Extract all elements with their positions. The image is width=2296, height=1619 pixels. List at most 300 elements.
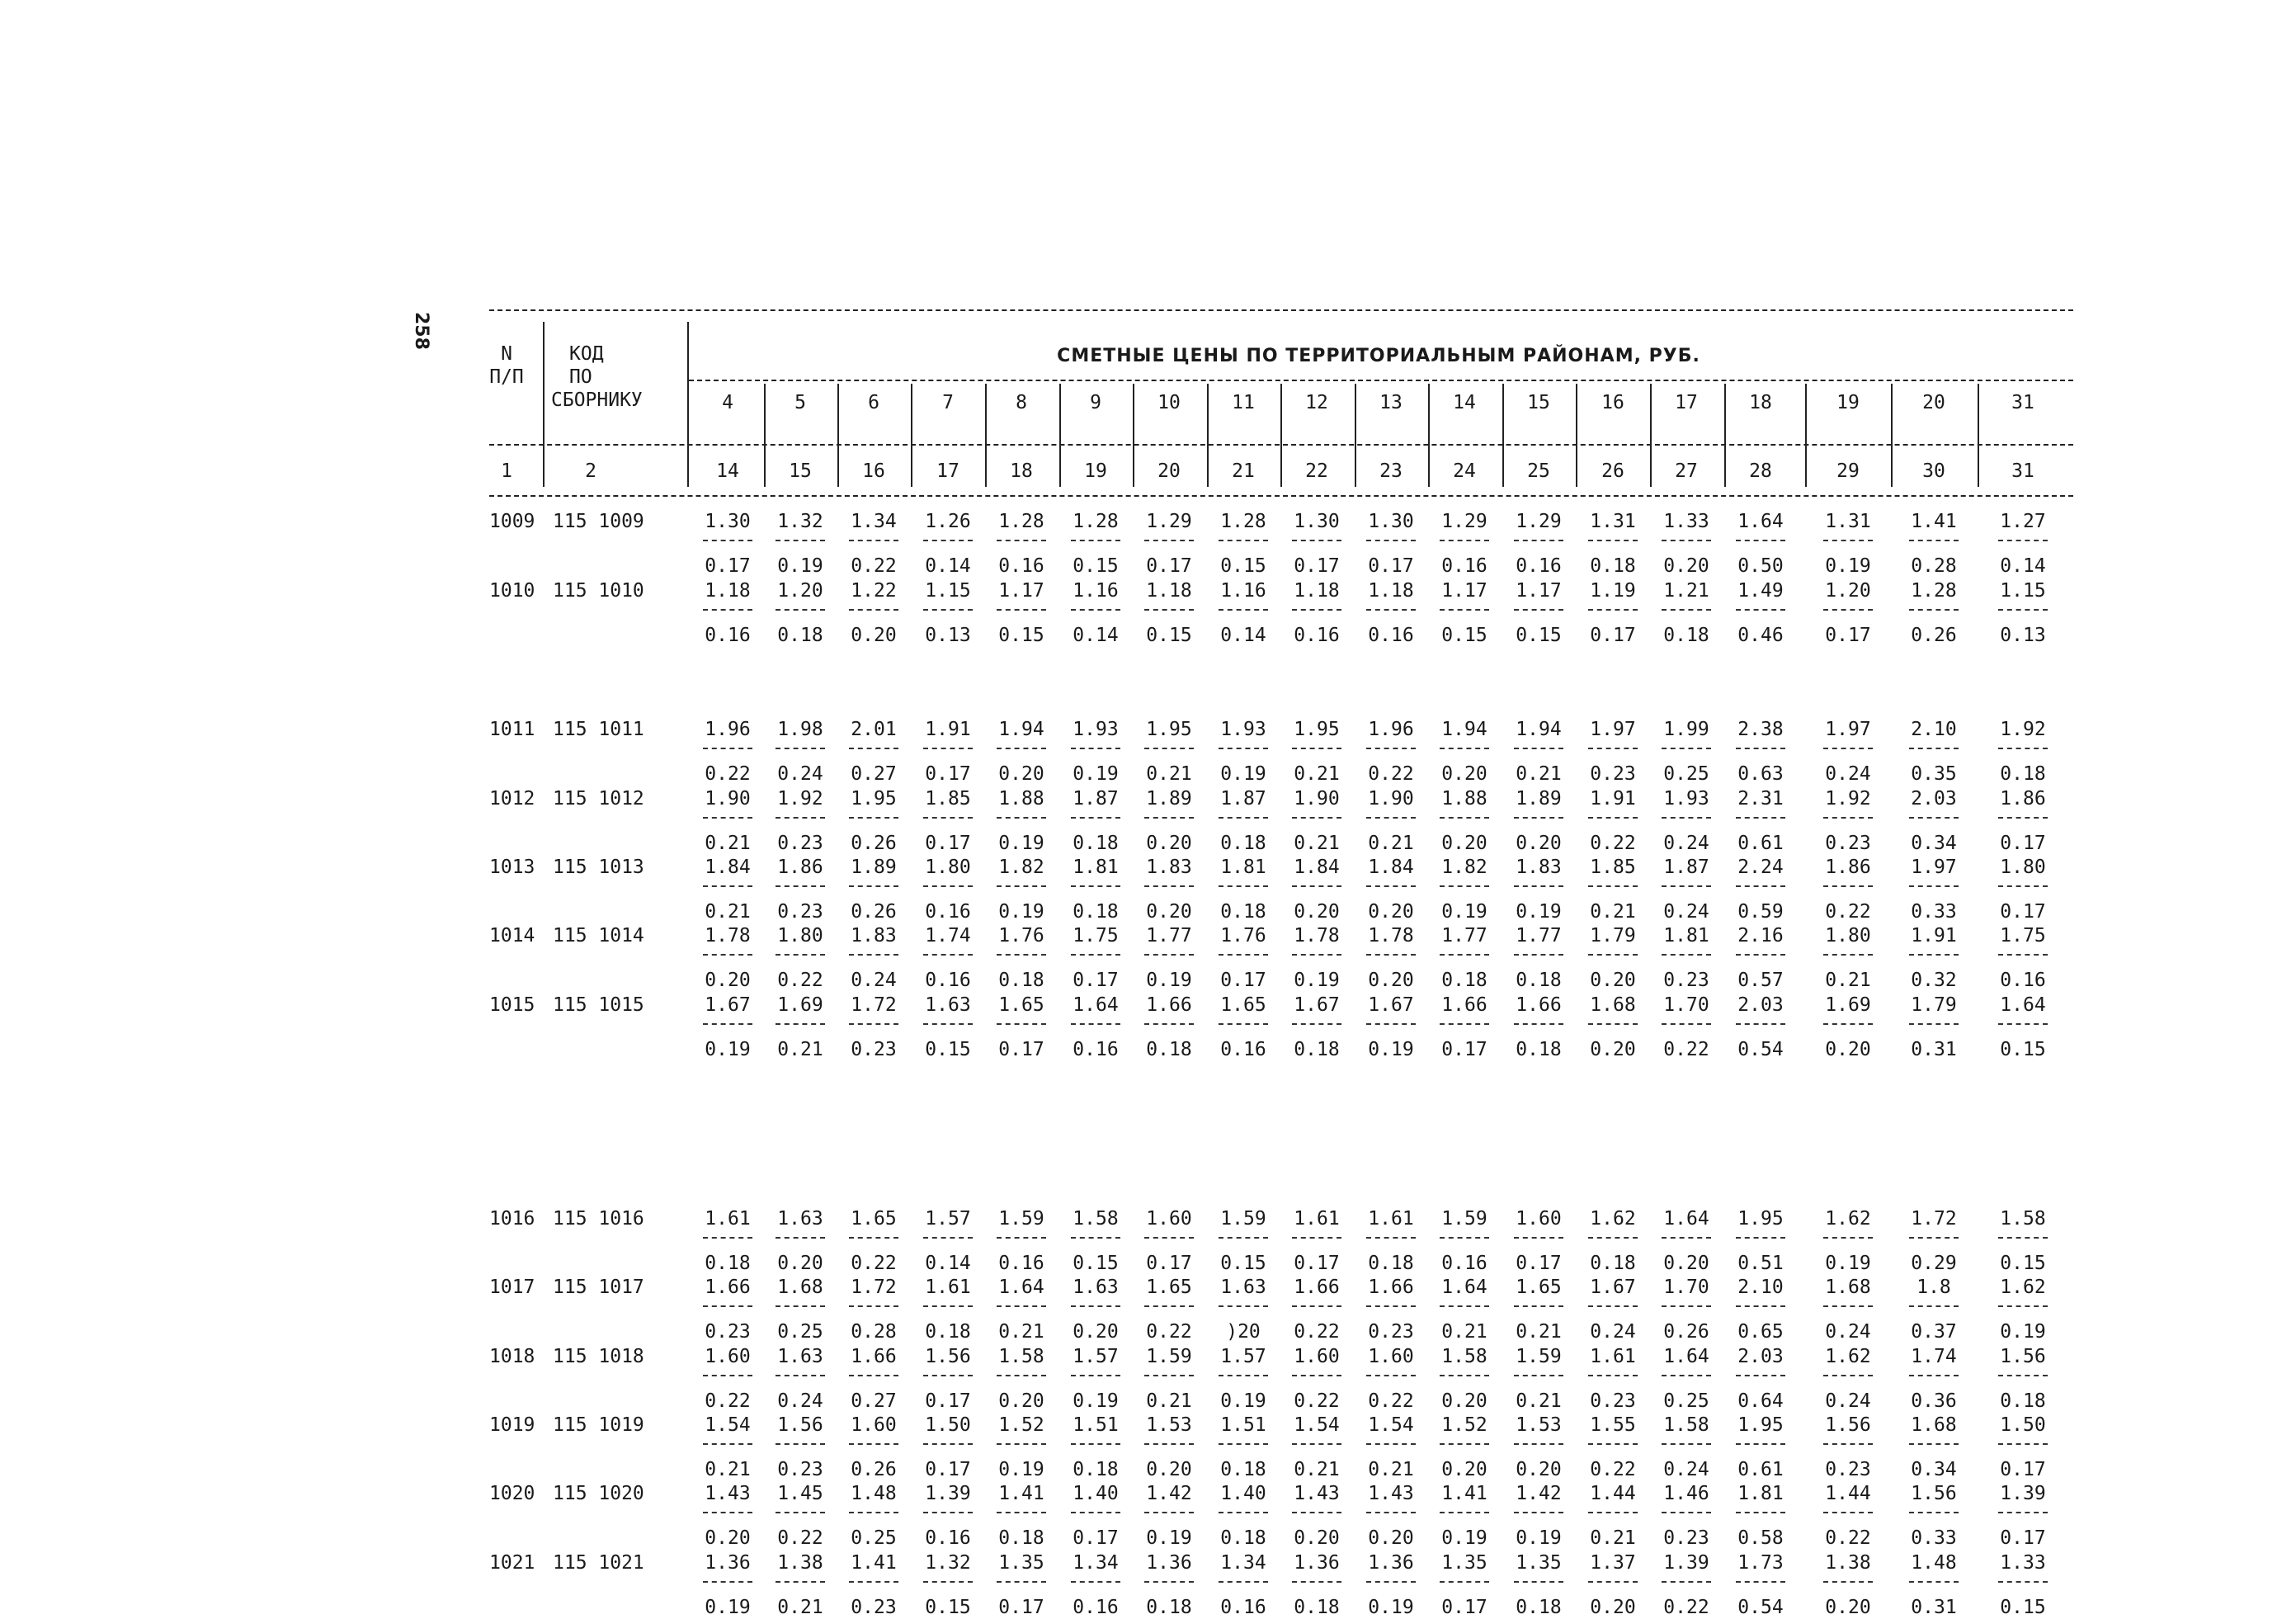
price-total: 1.78 <box>1294 925 1340 946</box>
fraction-bar <box>1823 1023 1873 1025</box>
price-total: 1.16 <box>1073 580 1119 602</box>
fraction-bar <box>1292 1581 1341 1583</box>
price-total: 1.97 <box>1590 719 1636 740</box>
price-total: 1.95 <box>851 788 897 810</box>
fraction-bar <box>1071 1443 1120 1445</box>
price-total: 1.95 <box>1146 719 1192 740</box>
price-wage: 0.19 <box>998 833 1044 854</box>
fraction-bar <box>923 817 973 819</box>
price-wage: 0.26 <box>851 1459 897 1480</box>
fraction-bar <box>1588 1305 1638 1307</box>
fraction-bar <box>1440 1237 1489 1239</box>
price-wage: 0.16 <box>1220 1039 1266 1060</box>
price-wage: 0.17 <box>1294 1253 1340 1274</box>
price-wage: 0.18 <box>1516 1039 1562 1060</box>
price-total: 1.92 <box>777 788 823 810</box>
price-total: 1.89 <box>1516 788 1562 810</box>
price-total: 1.18 <box>1294 580 1340 602</box>
price-wage: 0.18 <box>1073 1459 1119 1480</box>
price-total: 1.15 <box>925 580 971 602</box>
separator-region-5 <box>1133 384 1134 487</box>
fraction-bar <box>1366 1305 1416 1307</box>
fraction-bar <box>1071 1023 1120 1025</box>
price-wage: 0.22 <box>705 763 751 785</box>
price-total: 2.38 <box>1737 719 1784 740</box>
separator-region-7 <box>1280 384 1282 487</box>
fraction-bar <box>1909 609 1959 611</box>
price-wage: 0.54 <box>1737 1597 1784 1618</box>
price-wage: 0.23 <box>1590 763 1636 785</box>
price-total: 1.56 <box>777 1414 823 1436</box>
index-cell: 24 <box>1453 460 1476 482</box>
price-total: 1.61 <box>925 1277 971 1298</box>
fraction-bar <box>1736 540 1785 541</box>
row-code: 115 1013 <box>553 857 644 878</box>
price-total: 1.39 <box>2000 1483 2046 1504</box>
price-total: 1.28 <box>998 511 1044 532</box>
price-wage: 0.24 <box>1590 1321 1636 1343</box>
price-wage: 0.17 <box>925 833 971 854</box>
price-total: 1.78 <box>1368 925 1414 946</box>
price-total: 1.17 <box>1441 580 1487 602</box>
fraction-bar <box>1736 954 1785 956</box>
region-number: 6 <box>868 392 879 413</box>
fraction-bar <box>1736 1512 1785 1513</box>
price-total: 1.57 <box>1220 1346 1266 1367</box>
row-code: 115 1017 <box>553 1277 644 1298</box>
price-total: 1.22 <box>851 580 897 602</box>
price-total: 1.70 <box>1663 994 1709 1016</box>
price-wage: 0.23 <box>1368 1321 1414 1343</box>
price-wage: 0.19 <box>1368 1597 1414 1618</box>
price-wage: 0.20 <box>1825 1039 1871 1060</box>
price-wage: 0.32 <box>1911 970 1957 991</box>
region-number: 14 <box>1453 392 1476 413</box>
price-wage: 0.54 <box>1737 1039 1784 1060</box>
fraction-bar <box>997 817 1046 819</box>
price-total: 1.62 <box>1825 1346 1871 1367</box>
price-total: 1.30 <box>1368 511 1414 532</box>
header-rule-0 <box>489 309 2073 311</box>
index-cell: 30 <box>1922 460 1945 482</box>
fraction-bar <box>923 1443 973 1445</box>
fraction-bar <box>1588 1581 1638 1583</box>
fraction-bar <box>1366 1443 1416 1445</box>
fraction-bar <box>776 1375 825 1376</box>
fraction-bar <box>1219 1375 1268 1376</box>
fraction-bar <box>1823 609 1873 611</box>
price-wage: 0.15 <box>925 1039 971 1060</box>
price-total: 1.42 <box>1146 1483 1192 1504</box>
price-wage: 0.22 <box>777 970 823 991</box>
price-wage: 0.17 <box>925 1390 971 1412</box>
fraction-bar <box>1514 1023 1563 1025</box>
fraction-bar <box>1909 1375 1959 1376</box>
price-total: 1.65 <box>1220 994 1266 1016</box>
price-wage: 0.18 <box>2000 763 2046 785</box>
region-number: 16 <box>1601 392 1624 413</box>
price-wage: 0.20 <box>1590 1039 1636 1060</box>
price-total: 1.60 <box>1368 1346 1414 1367</box>
fraction-bar <box>1909 1512 1959 1513</box>
price-total: 1.95 <box>1737 1208 1784 1230</box>
price-wage: 0.20 <box>851 625 897 646</box>
price-wage: 0.18 <box>705 1253 751 1274</box>
fraction-bar <box>1219 748 1268 749</box>
price-total: 1.42 <box>1516 1483 1562 1504</box>
price-wage: 0.18 <box>998 970 1044 991</box>
fraction-bar <box>1292 1023 1341 1025</box>
price-total: 1.63 <box>1220 1277 1266 1298</box>
fraction-bar <box>1144 609 1194 611</box>
price-total: 1.56 <box>2000 1346 2046 1367</box>
fraction-bar <box>1144 748 1194 749</box>
price-wage: 0.19 <box>2000 1321 2046 1343</box>
price-wage: 0.18 <box>998 1527 1044 1549</box>
price-wage: 0.23 <box>705 1321 751 1343</box>
fraction-bar <box>1144 817 1194 819</box>
fraction-bar <box>997 1237 1046 1239</box>
price-total: 1.59 <box>1516 1346 1562 1367</box>
fraction-bar <box>776 748 825 749</box>
price-total: 1.48 <box>851 1483 897 1504</box>
fraction-bar <box>1071 609 1120 611</box>
price-wage: 0.23 <box>1663 970 1709 991</box>
fraction-bar <box>1514 817 1563 819</box>
price-total: 1.28 <box>1220 511 1266 532</box>
price-total: 2.10 <box>1737 1277 1784 1298</box>
price-total: 1.60 <box>705 1346 751 1367</box>
row-number: 1018 <box>489 1346 535 1367</box>
fraction-bar <box>1823 1237 1873 1239</box>
price-total: 2.24 <box>1737 857 1784 878</box>
fraction-bar <box>1909 540 1959 541</box>
index-cell: 15 <box>789 460 812 482</box>
region-number: 31 <box>2011 392 2034 413</box>
price-total: 1.83 <box>1146 857 1192 878</box>
header-num-label: П/П <box>489 366 524 388</box>
fraction-bar <box>849 1375 898 1376</box>
fraction-bar <box>1144 540 1194 541</box>
header-rule-2 <box>489 495 2073 497</box>
price-wage: 0.16 <box>925 970 971 991</box>
row-code: 115 1020 <box>553 1483 644 1504</box>
price-wage: 0.22 <box>705 1390 751 1412</box>
row-code: 115 1012 <box>553 788 644 810</box>
price-wage: 0.20 <box>705 1527 751 1549</box>
fraction-bar <box>1440 1375 1489 1376</box>
price-total: 1.66 <box>1441 994 1487 1016</box>
fraction-bar <box>1366 1237 1416 1239</box>
fraction-bar <box>1219 1023 1268 1025</box>
row-code: 115 1021 <box>553 1552 644 1574</box>
fraction-bar <box>1588 609 1638 611</box>
fraction-bar <box>1909 1237 1959 1239</box>
fraction-bar <box>923 1305 973 1307</box>
price-wage: 0.13 <box>2000 625 2046 646</box>
price-wage: 0.23 <box>777 901 823 923</box>
price-wage: 0.34 <box>1911 1459 1957 1480</box>
price-wage: 0.24 <box>1663 901 1709 923</box>
price-total: 1.97 <box>1911 857 1957 878</box>
price-wage: 0.15 <box>2000 1253 2046 1274</box>
price-total: 1.68 <box>1825 1277 1871 1298</box>
price-wage: 0.16 <box>1073 1597 1119 1618</box>
price-wage: 0.21 <box>1516 763 1562 785</box>
price-wage: 0.21 <box>1590 901 1636 923</box>
header-subrule <box>689 380 2073 381</box>
row-number: 1010 <box>489 580 535 602</box>
price-wage: 0.20 <box>1825 1597 1871 1618</box>
fraction-bar <box>1144 954 1194 956</box>
price-total: 1.80 <box>777 925 823 946</box>
price-total: 1.83 <box>851 925 897 946</box>
price-wage: 0.24 <box>777 1390 823 1412</box>
fraction-bar <box>997 1443 1046 1445</box>
fraction-bar <box>849 540 898 541</box>
price-total: 1.94 <box>998 719 1044 740</box>
fraction-bar <box>1662 1581 1711 1583</box>
fraction-bar <box>1662 1443 1711 1445</box>
price-total: 1.43 <box>705 1483 751 1504</box>
fraction-bar <box>1998 1237 2048 1239</box>
price-wage: 0.19 <box>1146 970 1192 991</box>
price-wage: 0.16 <box>998 555 1044 577</box>
price-total: 1.85 <box>925 788 971 810</box>
price-total: 1.45 <box>777 1483 823 1504</box>
fraction-bar <box>1071 1305 1120 1307</box>
fraction-bar <box>1588 1023 1638 1025</box>
header-code-label: КОД <box>569 343 604 365</box>
price-wage: 0.17 <box>1368 555 1414 577</box>
price-wage: 0.24 <box>777 763 823 785</box>
fraction-bar <box>1514 885 1563 887</box>
price-total: 1.43 <box>1294 1483 1340 1504</box>
price-wage: 0.17 <box>2000 1459 2046 1480</box>
price-wage: 0.15 <box>925 1597 971 1618</box>
price-wage: 0.18 <box>1073 833 1119 854</box>
separator-col-code <box>687 322 689 487</box>
region-number: 17 <box>1675 392 1698 413</box>
price-wage: 0.65 <box>1737 1321 1784 1343</box>
fraction-bar <box>1292 748 1341 749</box>
row-number: 1021 <box>489 1552 535 1574</box>
fraction-bar <box>1823 1375 1873 1376</box>
price-total: 1.86 <box>2000 788 2046 810</box>
price-wage: 0.16 <box>925 1527 971 1549</box>
price-wage: 0.22 <box>777 1527 823 1549</box>
price-wage: 0.20 <box>998 763 1044 785</box>
price-wage: 0.16 <box>998 1253 1044 1274</box>
price-wage: 0.15 <box>2000 1597 2046 1618</box>
fraction-bar <box>1909 1443 1959 1445</box>
price-wage: 0.20 <box>1441 833 1487 854</box>
price-wage: 0.20 <box>1441 1459 1487 1480</box>
fraction-bar <box>1366 540 1416 541</box>
row-code: 115 1010 <box>553 580 644 602</box>
price-wage: 0.17 <box>2000 1527 2046 1549</box>
price-total: 1.53 <box>1516 1414 1562 1436</box>
region-number: 7 <box>942 392 954 413</box>
price-total: 1.67 <box>1368 994 1414 1016</box>
fraction-bar <box>1071 817 1120 819</box>
price-total: 1.15 <box>2000 580 2046 602</box>
price-wage: 0.17 <box>2000 901 2046 923</box>
price-wage: 0.19 <box>1146 1527 1192 1549</box>
price-wage: 0.15 <box>1073 555 1119 577</box>
fraction-bar <box>1219 885 1268 887</box>
price-total: 1.56 <box>1825 1414 1871 1436</box>
price-total: 1.36 <box>1294 1552 1340 1574</box>
index-cell: 27 <box>1675 460 1698 482</box>
price-total: 1.66 <box>1368 1277 1414 1298</box>
fraction-bar <box>1514 1375 1563 1376</box>
price-total: 1.81 <box>1663 925 1709 946</box>
price-wage: 0.16 <box>1294 625 1340 646</box>
price-wage: 0.16 <box>1368 625 1414 646</box>
price-wage: 0.19 <box>998 1459 1044 1480</box>
price-total: 1.61 <box>1590 1346 1636 1367</box>
price-wage: 0.16 <box>925 901 971 923</box>
fraction-bar <box>849 1443 898 1445</box>
fraction-bar <box>1588 1512 1638 1513</box>
price-total: 1.83 <box>1516 857 1562 878</box>
fraction-bar <box>1292 885 1341 887</box>
fraction-bar <box>1662 748 1711 749</box>
fraction-bar <box>1292 540 1341 541</box>
fraction-bar <box>1588 748 1638 749</box>
price-total: 1.79 <box>1590 925 1636 946</box>
price-wage: 0.13 <box>925 625 971 646</box>
price-wage: 0.22 <box>1663 1597 1709 1618</box>
price-total: 1.84 <box>705 857 751 878</box>
header-code-label: СБОРНИКУ <box>551 389 643 411</box>
fraction-bar <box>997 954 1046 956</box>
fraction-bar <box>1588 1237 1638 1239</box>
price-total: 1.64 <box>1441 1277 1487 1298</box>
price-total: 1.21 <box>1663 580 1709 602</box>
price-wage: 0.19 <box>705 1039 751 1060</box>
fraction-bar <box>1440 1443 1489 1445</box>
price-total: 1.53 <box>1146 1414 1192 1436</box>
price-total: 1.67 <box>1294 994 1340 1016</box>
price-wage: 0.26 <box>851 901 897 923</box>
price-total: 1.51 <box>1073 1414 1119 1436</box>
price-wage: 0.21 <box>1516 1390 1562 1412</box>
price-total: 1.90 <box>1294 788 1340 810</box>
price-wage: 0.17 <box>1294 555 1340 577</box>
price-total: 1.94 <box>1441 719 1487 740</box>
region-number: 9 <box>1090 392 1101 413</box>
price-total: 1.89 <box>1146 788 1192 810</box>
fraction-bar <box>1514 540 1563 541</box>
price-wage: 0.21 <box>1294 1459 1340 1480</box>
price-wage: 0.19 <box>998 901 1044 923</box>
price-wage: 0.17 <box>925 763 971 785</box>
fraction-bar <box>776 1305 825 1307</box>
price-total: 2.10 <box>1911 719 1957 740</box>
fraction-bar <box>849 1512 898 1513</box>
fraction-bar <box>1366 1581 1416 1583</box>
fraction-bar <box>1514 609 1563 611</box>
price-wage: 0.27 <box>851 1390 897 1412</box>
price-total: 2.03 <box>1737 994 1784 1016</box>
fraction-bar <box>1662 1375 1711 1376</box>
price-wage: 0.20 <box>777 1253 823 1274</box>
fraction-bar <box>1144 1512 1194 1513</box>
fraction-bar <box>849 885 898 887</box>
fraction-bar <box>1440 1305 1489 1307</box>
price-total: 1.36 <box>1368 1552 1414 1574</box>
fraction-bar <box>1219 1581 1268 1583</box>
price-total: 1.17 <box>1516 580 1562 602</box>
price-wage: 0.20 <box>1441 763 1487 785</box>
price-wage: 0.19 <box>1294 970 1340 991</box>
row-number: 1012 <box>489 788 535 810</box>
fraction-bar <box>703 1375 752 1376</box>
fraction-bar <box>1219 954 1268 956</box>
price-wage: 0.18 <box>1590 555 1636 577</box>
table-title: СМЕТНЫЕ ЦЕНЫ ПО ТЕРРИТОРИАЛЬНЫМ РАЙОНАМ, РУБ. <box>1057 346 1700 366</box>
price-wage: 0.61 <box>1737 1459 1784 1480</box>
price-total: 1.76 <box>998 925 1044 946</box>
price-total: 1.87 <box>1220 788 1266 810</box>
price-wage: 0.17 <box>1073 1527 1119 1549</box>
fraction-bar <box>1998 954 2048 956</box>
fraction-bar <box>1440 885 1489 887</box>
price-wage: 0.28 <box>1911 555 1957 577</box>
price-total: 1.39 <box>1663 1552 1709 1574</box>
separator-region-11 <box>1576 384 1577 487</box>
fraction-bar <box>1823 1443 1873 1445</box>
price-wage: 0.18 <box>1368 1253 1414 1274</box>
price-total: 1.52 <box>1441 1414 1487 1436</box>
price-wage: 0.17 <box>925 1459 971 1480</box>
fraction-bar <box>1662 609 1711 611</box>
index-cell: 16 <box>862 460 885 482</box>
row-number: 1013 <box>489 857 535 878</box>
fraction-bar <box>1823 540 1873 541</box>
price-wage: 0.23 <box>851 1039 897 1060</box>
fraction-bar <box>1440 954 1489 956</box>
fraction-bar <box>703 1305 752 1307</box>
row-code: 115 1019 <box>553 1414 644 1436</box>
price-wage: 0.17 <box>998 1039 1044 1060</box>
price-wage: 0.24 <box>1663 833 1709 854</box>
fraction-bar <box>1071 1375 1120 1376</box>
price-total: 1.55 <box>1590 1414 1636 1436</box>
price-wage: 0.21 <box>777 1597 823 1618</box>
fraction-bar <box>776 817 825 819</box>
fraction-bar <box>997 540 1046 541</box>
fraction-bar <box>1998 609 2048 611</box>
price-total: 1.58 <box>998 1346 1044 1367</box>
price-wage: 0.20 <box>1590 1597 1636 1618</box>
price-total: 1.91 <box>1590 788 1636 810</box>
price-wage: 0.18 <box>1663 625 1709 646</box>
row-number: 1017 <box>489 1277 535 1298</box>
price-wage: 0.22 <box>1146 1321 1192 1343</box>
separator-region-6 <box>1207 384 1209 487</box>
price-wage: 0.25 <box>851 1527 897 1549</box>
fraction-bar <box>1366 609 1416 611</box>
price-total: 1.59 <box>1146 1346 1192 1367</box>
price-wage: 0.19 <box>705 1597 751 1618</box>
price-total: 1.44 <box>1590 1483 1636 1504</box>
price-total: 1.91 <box>925 719 971 740</box>
price-wage: 0.18 <box>1073 901 1119 923</box>
price-wage: 0.21 <box>1146 763 1192 785</box>
